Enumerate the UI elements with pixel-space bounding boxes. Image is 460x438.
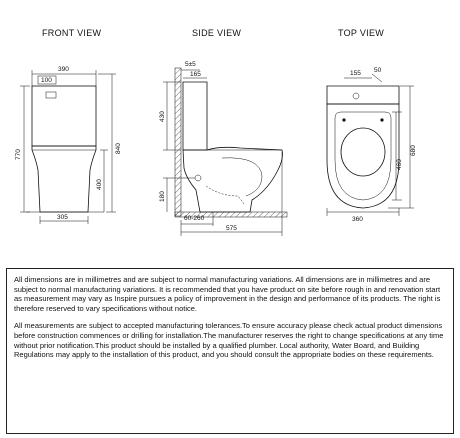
dim-side-outlet-height: 180 — [159, 191, 166, 202]
side-view-title: SIDE VIEW — [192, 28, 242, 38]
front-view — [15, 28, 122, 224]
wall-hatch — [175, 68, 181, 216]
dim-top-total-length: 680 — [410, 145, 417, 156]
dim-front-height-tank: 840 — [115, 143, 122, 154]
dim-top-cistern-width: 155 — [350, 70, 361, 77]
dim-top-seat-length: 460 — [396, 159, 403, 170]
dim-side-tank-height: 430 — [159, 111, 166, 122]
dim-front-height-total: 770 — [15, 149, 22, 160]
dim-top-width: 360 — [352, 216, 363, 223]
dim-front-height-bowl: 400 — [96, 179, 103, 190]
dim-side-setout: 60-260 — [184, 215, 205, 222]
top-view-title: TOP VIEW — [338, 28, 385, 38]
top-view — [327, 28, 417, 223]
dim-front-width-top: 390 — [58, 66, 69, 73]
side-view — [159, 28, 287, 236]
front-view-title: FRONT VIEW — [42, 28, 102, 38]
disclaimer-paragraph-1: All dimensions are in millimetres and are subject to normal manufacturing variations. All dimensions are in millimetres and are subject to normal manufacturing variations. It is recommended that you have product on site before rough in and renovation start as measurement may vary as Inspire pursues a policy of improvement in the design and performance of its products. The right is therefore reserved to vary specifications without notice. — [14, 275, 441, 313]
dim-side-gap: 5±5 — [185, 61, 196, 68]
disclaimer-paragraph-2: All measurements are subject to accepted manufacturing tolerances.To ensure accuracy please check actual product dimensions before construction commences or drilling for installation.The manufacturer reserves the right to change specifications at any time without prior notification.This product should be installed by a qualified plumber. Local authority, Water Board, and Building Regulations may apply to the installation of this product, and you should consult the appropriate bodies on these requirements. — [14, 321, 444, 360]
dim-side-depth-total: 575 — [226, 225, 237, 232]
dim-front-button: 100 — [41, 77, 52, 84]
flush-button-top — [353, 93, 359, 99]
disclaimer-box — [6, 268, 454, 434]
dim-front-width-base: 305 — [57, 214, 68, 221]
dim-top-button-offset: 50 — [374, 67, 382, 74]
dim-side-tank-depth: 165 — [190, 71, 201, 78]
flush-button-front — [46, 92, 56, 98]
